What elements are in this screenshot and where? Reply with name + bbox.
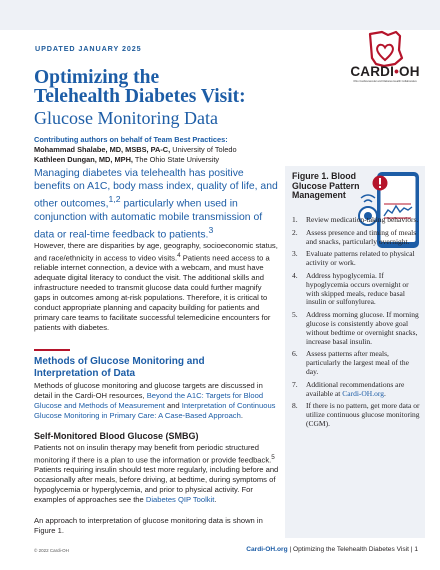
list-item: 7. Additional recommendations are available at Cardi-OH.org. [292, 379, 405, 398]
link-cgm-interpretation[interactable]: Interpretation of Continuous Glucose Monitoring in Primary Care: A Case-Based Approach [34, 400, 276, 420]
figure-title: Figure 1. Blood Glucose Pattern Management [292, 171, 360, 201]
logo-wordmark: CARDI•OH [350, 64, 420, 79]
methods-paragraph: Methods of glucose monitoring and glucose targets are discussed in detail in the Cardi-OH resources, Beyond the A1C: Targets for Blood Glucose and Methods of Measurement and Interpretation of Continuous Glucose Monitoring in Primary Care: A Case-Based Approach. [34, 381, 276, 420]
smbg-heading: Self-Monitored Blood Glucose (SMBG) [34, 431, 199, 441]
logo-tagline: Ohio Cardiovascular and Diabetes Health Collaborative [353, 80, 417, 83]
updated-date: UPDATED JANUARY 2025 [35, 44, 142, 53]
link-beyond-a1c[interactable]: Beyond the A1C: Targets for Blood Glucose and Methods of Measurement [34, 390, 264, 410]
list-item: 4. Address hypoglycemia. If hypoglycemia occurs overnight or with skipped meals, reduce basal insulin or sulfonylurea. [292, 270, 409, 307]
author-line: Kathleen Dungan, MD, MPH, The Ohio State University [34, 155, 220, 164]
lead-paragraph: Managing diabetes via telehealth has positive benefits on A1C, body mass index, quality of life, and other outcomes,$^{1,2}$ particularly when used in conjunction with automatic mobile transmission of data or real-time feedback to patients.$^3$ [34, 168, 278, 241]
author-line: Mohammad Shalabe, MD, MSBS, PA-C, University of Toledo [34, 145, 237, 154]
footer-copyright: © 2022 Cardi-OH [34, 548, 69, 553]
list-item: 1. Review medication-taking behaviors. [292, 215, 419, 224]
link-qip-toolkit[interactable]: Diabetes QIP Toolkit [145, 495, 215, 505]
top-band [0, 0, 440, 30]
list-item: 5. Address morning glucose. If morning glucose is consistently above goal without bedtime or overnight snacks, increase basal insulin. [292, 310, 419, 346]
section-rule [34, 349, 70, 351]
list-item: 8. If there is no pattern, get more data or utilize continuous glucose monitoring (CGM). [292, 401, 420, 428]
page-title: Optimizing the Telehealth Diabetes Visit: [34, 67, 246, 107]
intro-paragraph: However, there are disparities by age, geography, socioeconomic status, and race/ethnicity in access to video visits.$^4$ Patients need access to a reliable internet connection, a device with a webcam, and must have adequate digital literacy to conduct the visit. The additional skills and infrastructure needed to transmit glucose data could further magnify gaps in outcomes among at-risk populations. Therefore, it is critical to conduct appropriate planning and capacity building for patients and primary care teams to facilitate successful telemedicine encounters for patients with diabetes. [34, 241, 278, 332]
figure-steps [292, 216, 420, 433]
list-item: 2. Assess presence and timing of meals and snacks, particularly overnight. [292, 227, 417, 246]
smbg-paragraph: Patients not on insulin therapy may benefit from periodic structured monitoring if there is a plan to use the information or provide feedback.$^5$ Patients requiring insulin should test more regularly, including before and occasionally after meals, before driving, at bedtime, during symptoms of hypoglycemia or hyperglycemia, and prior to physical activity. For examples of approaches see the Diabetes QIP Toolkit. [34, 443, 279, 505]
closing-paragraph: An approach to interpretation of glucose monitoring data is shown in Figure 1. [34, 516, 263, 535]
list-item: 6. Assess patterns after meals, particularly the largest meal of the day. [292, 349, 409, 376]
footer-running-title: Cardi-OH.org | Optimizing the Telehealth Diabetes Visit | 1 [246, 546, 418, 553]
footer-site-link[interactable]: Cardi-OH.org [246, 546, 288, 553]
contributors-heading: Contributing authors on behalf of Team Best Practices: [34, 135, 228, 144]
list-item: 3. Evaluate patterns related to physical activity or work. [292, 249, 415, 268]
page-subtitle: Glucose Monitoring Data [34, 108, 218, 128]
section-heading: Methods of Glucose Monitoring and Interpretation of Data [34, 356, 205, 379]
link-cardi-oh[interactable]: Cardi-OH.org [342, 388, 384, 398]
